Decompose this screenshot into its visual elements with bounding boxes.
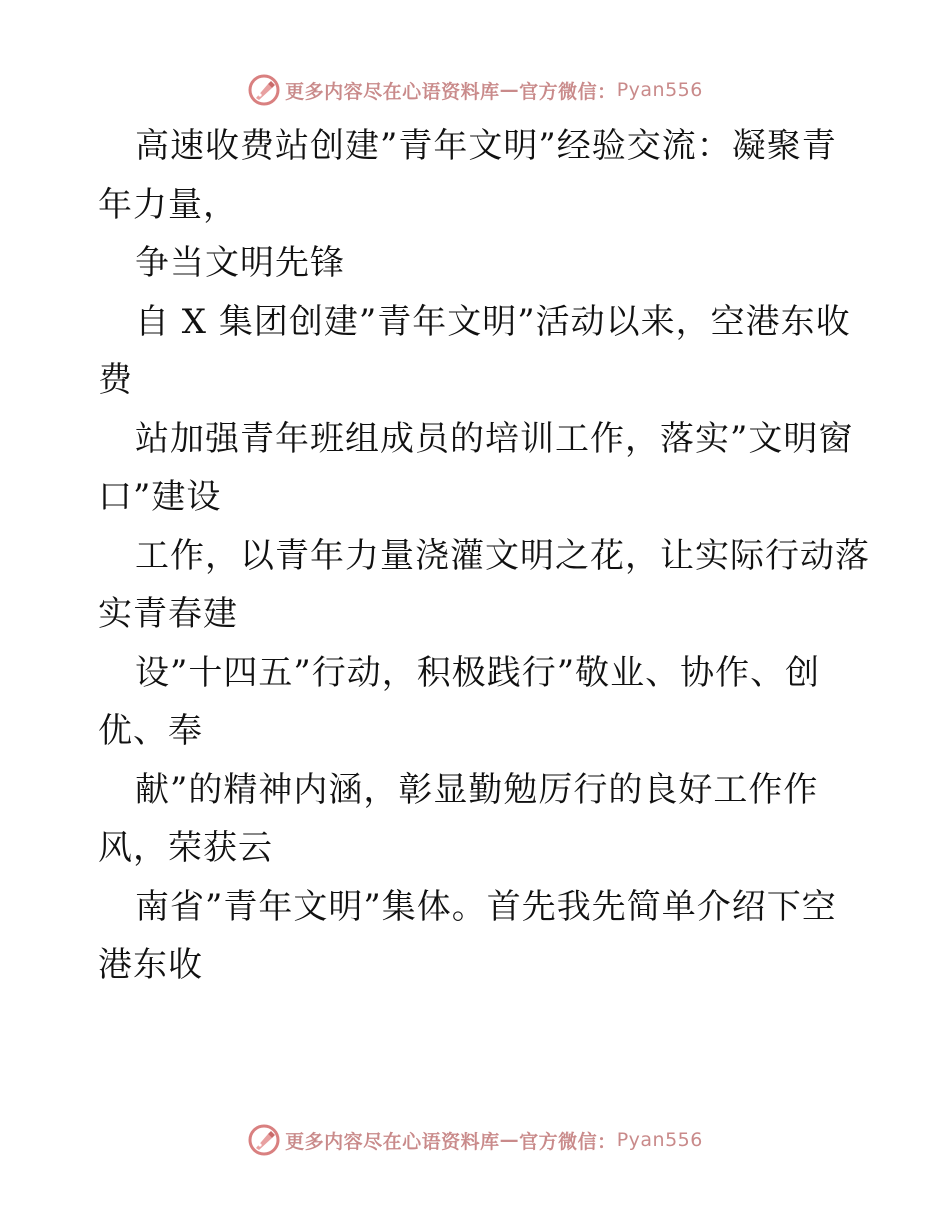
document-line: 高速收费站创建”青年文明”经验交流：凝聚青 bbox=[135, 126, 837, 166]
watermark-separator: — bbox=[499, 79, 520, 101]
document-line: 优、奉 bbox=[98, 711, 203, 751]
document-line: 自 X 集团创建”青年文明”活动以来，空港东收 bbox=[135, 301, 851, 342]
document-line: 献”的精神内涵，彰显勤勉厉行的良好工作作 bbox=[135, 769, 819, 810]
document-line: 年力量， bbox=[98, 184, 238, 225]
watermark-handle: Pyan556 bbox=[616, 1129, 703, 1151]
footer-watermark bbox=[0, 1120, 950, 1160]
pen-nib-logo-icon bbox=[247, 73, 281, 107]
watermark-label: 官方微信： bbox=[519, 80, 617, 103]
document-line: 实青春建 bbox=[98, 594, 238, 634]
document-line: 风，荣获云 bbox=[98, 828, 273, 868]
watermark-separator: — bbox=[499, 1129, 520, 1151]
watermark-handle: Pyan556 bbox=[616, 79, 703, 101]
document-body bbox=[98, 117, 870, 995]
document-line: 争当文明先锋 bbox=[135, 243, 345, 283]
document-line: 港东收 bbox=[98, 945, 203, 985]
watermark-label: 官方微信： bbox=[519, 1130, 617, 1153]
watermark-brand-text: 更多内容尽在心语资料库 bbox=[285, 1130, 500, 1153]
document-line: 费 bbox=[98, 360, 133, 400]
document-line: 工作，以青年力量浇灌文明之花，让实际行动落 bbox=[135, 535, 870, 576]
document-line: 口”建设 bbox=[98, 477, 222, 517]
watermark-brand-text: 更多内容尽在心语资料库 bbox=[285, 80, 500, 103]
document-line: 设”十四五”行动，积极践行”敬业、协作、创 bbox=[135, 652, 821, 693]
header-watermark bbox=[0, 70, 950, 110]
document-line: 南省”青年文明”集体。首先我先简单介绍下空 bbox=[135, 886, 837, 927]
document-line: 站加强青年班组成员的培训工作，落实”文明窗 bbox=[135, 418, 854, 459]
pen-nib-logo-icon bbox=[247, 1123, 281, 1157]
